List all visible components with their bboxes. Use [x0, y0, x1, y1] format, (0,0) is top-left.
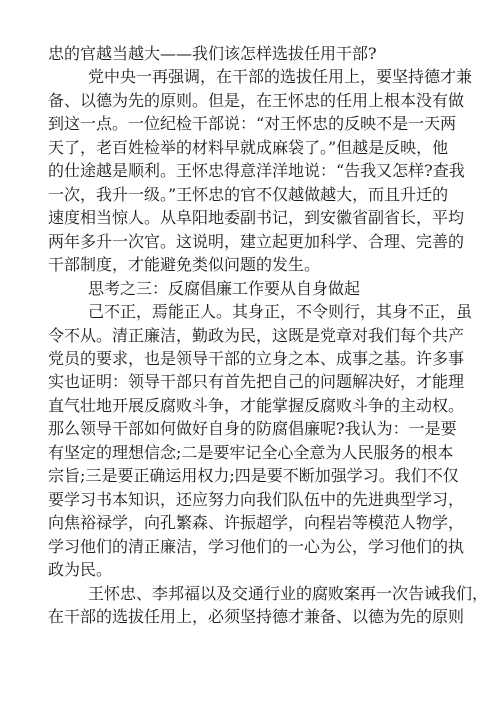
text-line: 两年多升一次官。这说明，建立起更加科学、合理、完善的	[48, 232, 465, 251]
text-line: 己不正，焉能正人。其身正，不令则行，其身不正，虽	[88, 302, 473, 321]
text-line: 天了，老百姓检举的材料早就成麻袋了。”但越是反映，他	[48, 138, 449, 157]
text-line: 一次，我升一级。”王怀忠的官不仅越做越大，而且升迁的	[48, 185, 449, 204]
text-line: 令不从。清正廉洁，勤政为民，这既是党章对我们每个共产	[48, 326, 465, 345]
text-line: 那么领导干部如何做好自身的防腐倡廉呢?我认为：一是要	[48, 419, 457, 438]
text-line: 政为民。	[48, 560, 113, 579]
text-line: 直气壮地开展反腐败斗争，才能掌握反腐败斗争的主动权。	[48, 396, 465, 415]
text-line: 王怀忠、李邦福以及交通行业的腐败案再一次告诫我们，	[88, 584, 489, 603]
text-line: 要学习书本知识，还应努力向我们队伍中的先进典型学习，	[48, 490, 465, 509]
text-line: 的仕途越是顺利。王怀忠得意洋洋地说：“告我又怎样?查我	[48, 161, 465, 180]
text-line: 宗旨;三是要正确运用权力;四是要不断加强学习。我们不仅	[48, 466, 459, 485]
text-line: 学习他们的清正廉洁，学习他们的一心为公，学习他们的执	[48, 537, 465, 556]
text-line: 在干部的选拔任用上，必须坚持德才兼备、以德为先的原则	[48, 607, 465, 626]
section-heading: 思考之三：反腐倡廉工作要从自身做起	[88, 279, 361, 298]
text-line: 实也证明：领导干部只有首先把自己的问题解决好，才能理	[48, 372, 465, 391]
text-line: 有坚定的理想信念;二是要牢记全心全意为人民服务的根本	[48, 443, 454, 462]
text-line: 干部制度，才能避免类似问题的发生。	[48, 255, 321, 274]
text-line: 忠的官越当越大——我们该怎样选拔任用干部?	[48, 44, 377, 63]
text-line: 备、以德为先的原则。但是，在王怀忠的任用上根本没有做	[48, 91, 465, 110]
text-line: 到这一点。一位纪检干部说：“对王怀忠的反映不是一天两	[48, 114, 457, 133]
text-line: 向焦裕禄学，向孔繁森、许振超学，向程岩等模范人物学，	[48, 513, 465, 532]
text-line: 党中央一再强调，在干部的选拔任用上，要坚持德才兼	[88, 67, 473, 86]
text-line: 党员的要求，也是领导干部的立身之本、成事之基。许多事	[48, 349, 465, 368]
text-line: 速度相当惊人。从阜阳地委副书记，到安徽省副省长，平均	[48, 208, 465, 227]
